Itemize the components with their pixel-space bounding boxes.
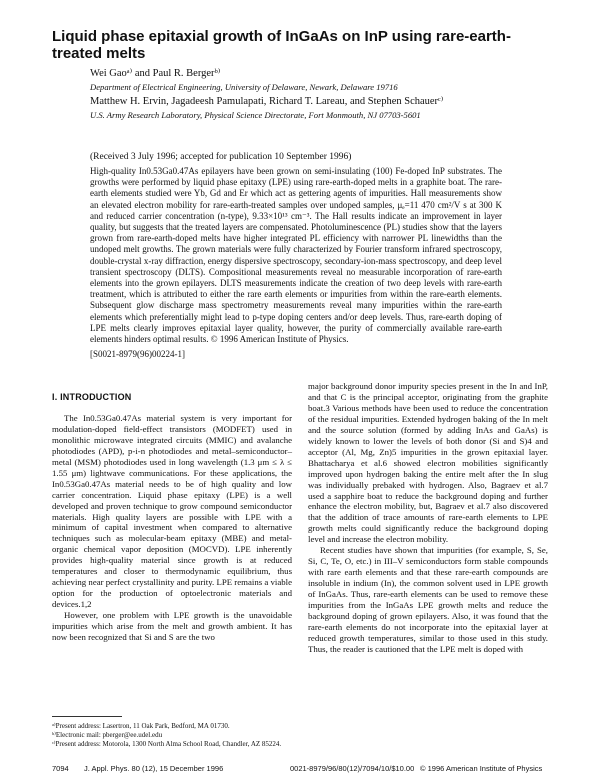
article-code: 0021-8979/96/80(12)/7094/10/$10.00 [290, 764, 415, 773]
paper-title: Liquid phase epitaxial growth of InGaAs on InP using rare-earth-treated melts [52, 28, 511, 62]
paragraph: The In0.53Ga0.47As material system is very important for modulation-doped field-effect transistors (MODFET) used in monolithic microwave integrated circuits (MMIC) and avalanche photodiodes (APD), p-i-n photodiodes and metal–semiconductor–metal (MSM) photodiodes used in long wavelength (1.3 μm ≤ λ ≤ 1.55 μm) lightwave communications. For these applications, the In0.53Ga0.47As material needs to be of high quality and low carrier concentration. Liquid phase epitaxy (LPE) is a well developed and proven technique to grow compound semiconductor materials. High quality layers are possible with LPE with a minimum of capital investment when compared to alternative techniques such as molecular-beam epitaxy (MBE) and metal-organic chemical vapor deposition (MOCVD). LPE inherently provides high-quality material since growth is at reduced temperatures and closer to thermodynamic equilibrium, thus achieving near perfect crystallinity and purity. LPE remains a viable option for the production of optoelectronic materials and devices.1,2 [52, 412, 292, 610]
footnote-a: ᵃ⁾Present address: Lasertron, 11 Oak Park, Bedford, MA 01730. [52, 722, 230, 730]
right-column [308, 381, 548, 655]
affiliation-1: Department of Electrical Engineering, University of Delaware, Newark, Delaware 19716 [90, 82, 398, 92]
page-number: 7094 [52, 764, 69, 773]
author-line-1: Wei Gaoᵃ⁾ and Paul R. Bergerᵇ⁾ [90, 68, 221, 79]
received-dates: (Received 3 July 1996; accepted for publication 10 September 1996) [90, 152, 352, 162]
abstract: High-quality In0.53Ga0.47As epilayers have been grown on semi-insulating (100) Fe-doped InP substrates. The growths were performed by liquid phase epitaxy (LPE) using rare-earth-doped melts in a graphite boat. The rare-earth elements studied were Yb, Gd and Er which act as gettering agents of impurities. Hall measurements show an elevated electron mobility for rare-earth-treated samples over undoped samples, μₑ=11 470 cm²/V s at 300 K and reduced carrier concentration (n-type), 9.33×10¹³ cm⁻³. The Hall results indicate an improvement in layer quality, but suggests that the treated layers are compensated. Photoluminescence (PL) studies show that the layers grown from rare-earth-doped melts have higher integrated PL efficiency with narrower PL linewidths than the undoped melt growths. The grown materials were fully characterized by Fourier transform infrared spectroscopy, double-crystal x-ray diffraction, energy dispersive spectroscopy, secondary-ion-mass spectroscopy, and deep level transient spectroscopy (DLTS). Compositional measurements reveal no measurable incorporation of rare-earth elements into the grown epilayers. DLTS measurements indicate the creation of two deep levels with rare-earth treatment, which is attributed to either the rare earth elements or impurities from within the rare-earth elements. Subsequent glow discharge mass spectrometry measurements reveal many impurities within the rare-earth elements which preferentially might lead to p-type doping centers and/or deep levels. Thus, rare-earth doping of LPE melts clearly improves epitaxial layer quality, however, the purity of commercially available rare-earth elements hinders optimal results. © 1996 American Institute of Physics. [90, 166, 502, 345]
left-column [52, 392, 292, 643]
affiliation-2: U.S. Army Research Laboratory, Physical Science Directorate, Fort Monmouth, NJ 07703-5601 [90, 110, 421, 120]
author-line-2: Matthew H. Ervin, Jagadeesh Pamulapati, Richard T. Lareau, and Stephen Schauerᶜ⁾ [90, 96, 444, 107]
paragraph: Recent studies have shown that impurities (for example, S, Se, Si, C, Te, O, etc.) in III–V semiconductors form stable compounds with rare earth elements and that these rare-earth compounds are insoluble in indium (In), the common solvent used in LPE growth of InGaAs. Thus, rare-earth elements can be used to remove these impurities from the InGaAs LPE growth melts and reduce the background doping of grown epilayers. Also, it was found that the rare-earth elements do not incorporate into the epitaxial layer at reduced growth temperatures, similar to those used in this study. Thus, the reader is cautioned that the LPE melt is doped with [308, 545, 548, 654]
abstract-reference-code: [S0021-8979(96)00224-1] [90, 349, 185, 359]
footnote-divider [52, 716, 122, 717]
journal-citation: J. Appl. Phys. 80 (12), 15 December 1996 [84, 764, 224, 773]
paragraph: However, one problem with LPE growth is the unavoidable impurities which arise from the melt and growth ambient. It has now been recognized that Si and S are the two [52, 610, 292, 643]
section-heading: I. INTRODUCTION [52, 392, 132, 402]
copyright-notice: © 1996 American Institute of Physics [420, 764, 543, 773]
footnote-b: ᵇ⁾Electronic mail: pberger@ee.udel.edu [52, 731, 163, 739]
paragraph: major background donor impurity species present in the In and InP, and that C is the principal acceptor, originating from the graphite boat.3 Various methods have been used to reduce the concentration of the residual impurities. Extended hydrogen baking of the In melt and the source solution (formed by adding InAs and GaAs) is widely known to lower the levels of both donor (Si and S)4 and acceptor (Al, Mg, Zn)5 impurities in the grown epitaxial layer. Bhattacharya et al.6 showed electron mobilities significantly improved upon hydrogen baking the entire melt after the In slug was individually prebaked with hydrogen. Also, Bagraev et al.7 used a sapphire boat to reduce the background doping and further enhance the electron mobility, but, Bagraev et al.7 also discovered that the addition of trace amounts of rare-earth elements to LPE growth melts could significantly reduce the background doping level and increase the electron mobility. [308, 381, 548, 545]
footnote-c: ᶜ⁾Present address: Motorola, 1300 North Alma School Road, Chandler, AZ 85224. [52, 740, 282, 748]
